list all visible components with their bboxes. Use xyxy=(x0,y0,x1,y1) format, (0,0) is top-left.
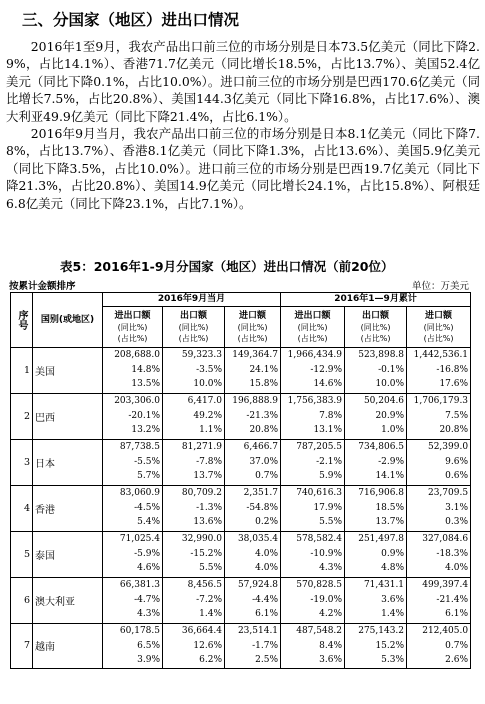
trade-table xyxy=(10,292,471,669)
cell-import-cumulative: 52,399.0 9.6% 0.6% xyxy=(407,440,471,486)
cell-trade-cumulative: 578,582.4 -10.9% 4.3% xyxy=(281,532,345,578)
header-group-month: 2016年9月当月 xyxy=(103,293,281,307)
cell-export-month: 81,271.9 -7.8% 13.7% xyxy=(163,440,225,486)
row-rank: 4 xyxy=(11,486,33,532)
cell-import-month: 57,924.8 -4.4% 6.1% xyxy=(225,578,281,624)
cell-import-month: 23,514.1 -1.7% 2.5% xyxy=(225,624,281,669)
section-heading: 三、分国家（地区）进出口情况 xyxy=(22,11,240,29)
cell-trade-cumulative: 787,205.5 -2.1% 5.9% xyxy=(281,440,345,486)
sort-note: 按累计金额排序 xyxy=(9,281,76,292)
cell-export-month: 6,417.0 49.2% 1.1% xyxy=(163,394,225,440)
row-rank: 5 xyxy=(11,532,33,578)
cell-import-month: 149,364.7 24.1% 15.8% xyxy=(225,348,281,394)
table-row xyxy=(11,486,471,532)
cell-import-month: 6,466.7 37.0% 0.7% xyxy=(225,440,281,486)
cell-import-cumulative: 1,706,179.3 7.5% 20.8% xyxy=(407,394,471,440)
table-row xyxy=(11,578,471,624)
row-country: 日本 xyxy=(33,440,103,486)
row-country: 越南 xyxy=(33,624,103,669)
cell-export-month: 59,323.3 -3.5% 10.0% xyxy=(163,348,225,394)
table-row xyxy=(11,440,471,486)
cell-trade-cumulative: 740,616.3 17.9% 5.5% xyxy=(281,486,345,532)
paragraph-september: 2016年9月当月，我农产品出口前三位的市场分别是日本8.1亿美元（同比下降7.8%，占比13.7%）、香港8.1亿美元（同比下降1.3%，占比13.6%）、美国5.9亿美元（同比下降3.5%，占比10.0%）。进口前三位的市场分别是巴西19.7亿美元（同比下降21.3%，占比20.8%）、美国14.9亿美元（同比增长24.1%，占比15.8%）、阿根廷6.8亿美元（同比下降23.1%，占比7.1%）。 xyxy=(6,126,480,211)
cell-trade-month: 87,738.5 -5.5% 5.7% xyxy=(103,440,163,486)
cell-import-cumulative: 23,709.5 3.1% 0.3% xyxy=(407,486,471,532)
table-row xyxy=(11,394,471,440)
cell-trade-month: 203,306.0 -20.1% 13.2% xyxy=(103,394,163,440)
cell-export-cumulative: 734,806.5 -2.9% 14.1% xyxy=(345,440,407,486)
header-import-month: 进口额 (同比%) (占比%) xyxy=(225,307,281,348)
header-trade-month: 进出口额 (同比%) (占比%) xyxy=(103,307,163,348)
cell-trade-cumulative: 570,828.5 -19.0% 4.2% xyxy=(281,578,345,624)
row-rank: 1 xyxy=(11,348,33,394)
cell-export-cumulative: 71,431.1 3.6% 1.4% xyxy=(345,578,407,624)
cell-import-cumulative: 1,442,536.1 -16.8% 17.6% xyxy=(407,348,471,394)
cell-trade-month: 208,688.0 14.8% 13.5% xyxy=(103,348,163,394)
cell-import-cumulative: 327,084.6 -18.3% 4.0% xyxy=(407,532,471,578)
cell-export-cumulative: 523,898.8 -0.1% 10.0% xyxy=(345,348,407,394)
unit-note: 单位：万美元 xyxy=(411,281,469,292)
table-row xyxy=(11,348,471,394)
header-export-cumulative: 出口额 (同比%) (占比%) xyxy=(345,307,407,348)
row-country: 泰国 xyxy=(33,532,103,578)
cell-import-month: 38,035.4 4.0% 4.0% xyxy=(225,532,281,578)
table-row xyxy=(11,624,471,669)
cell-export-cumulative: 716,906.8 18.5% 13.7% xyxy=(345,486,407,532)
paragraph-cumulative: 2016年1至9月，我农产品出口前三位的市场分别是日本73.5亿美元（同比下降2.9%，占比14.1%）、香港71.7亿美元（同比增长18.5%，占比13.7%）、美国52.4亿美元（同比下降0.1%，占比10.0%）。进口前三位的市场分别是巴西170.6亿美元（同比增长7.5%，占比20.8%）、美国144.3亿美元（同比下降16.8%，占比17.6%）、澳大利亚49.9亿美元（同比下降21.4%，占比6.1%）。 xyxy=(6,39,480,124)
cell-trade-month: 60,178.5 6.5% 3.9% xyxy=(103,624,163,669)
cell-export-month: 8,456.5 -7.2% 1.4% xyxy=(163,578,225,624)
cell-export-cumulative: 50,204.6 20.9% 1.0% xyxy=(345,394,407,440)
cell-export-month: 36,664.4 12.6% 6.2% xyxy=(163,624,225,669)
cell-import-cumulative: 212,405.0 0.7% 2.6% xyxy=(407,624,471,669)
row-rank: 7 xyxy=(11,624,33,669)
header-trade-cumulative: 进出口额 (同比%) (占比%) xyxy=(281,307,345,348)
cell-import-month: 2,351.7 -54.8% 0.2% xyxy=(225,486,281,532)
cell-trade-month: 83,060.9 -4.5% 5.4% xyxy=(103,486,163,532)
row-rank: 6 xyxy=(11,578,33,624)
cell-trade-cumulative: 487,548.2 8.4% 3.6% xyxy=(281,624,345,669)
header-group-cumulative: 2016年1—9月累计 xyxy=(281,293,471,307)
cell-import-cumulative: 499,397.4 -21.4% 6.1% xyxy=(407,578,471,624)
row-country: 澳大利亚 xyxy=(33,578,103,624)
header-import-cumulative: 进口额 (同比%) (占比%) xyxy=(407,307,471,348)
cell-export-cumulative: 275,143.2 15.2% 5.3% xyxy=(345,624,407,669)
cell-export-month: 80,709.2 -1.3% 13.6% xyxy=(163,486,225,532)
cell-export-cumulative: 251,497.8 0.9% 4.8% xyxy=(345,532,407,578)
header-rank: 序号 xyxy=(11,293,33,348)
cell-trade-cumulative: 1,756,383.9 7.8% 13.1% xyxy=(281,394,345,440)
cell-trade-cumulative: 1,966,434.9 -12.9% 14.6% xyxy=(281,348,345,394)
cell-trade-month: 66,381.3 -4.7% 4.3% xyxy=(103,578,163,624)
header-export-month: 出口额 (同比%) (占比%) xyxy=(163,307,225,348)
table-row xyxy=(11,532,471,578)
row-country: 巴西 xyxy=(33,394,103,440)
header-country: 国别(或地区) xyxy=(33,293,103,348)
row-rank: 3 xyxy=(11,440,33,486)
body-text xyxy=(6,38,480,212)
row-country: 美国 xyxy=(33,348,103,394)
row-rank: 2 xyxy=(11,394,33,440)
cell-import-month: 196,888.9 -21.3% 20.8% xyxy=(225,394,281,440)
cell-export-month: 32,990.0 -15.2% 5.5% xyxy=(163,532,225,578)
cell-trade-month: 71,025.4 -5.9% 4.6% xyxy=(103,532,163,578)
table-title: 表5：2016年1-9月分国家（地区）进出口情况（前20位） xyxy=(60,259,394,274)
row-country: 香港 xyxy=(33,486,103,532)
